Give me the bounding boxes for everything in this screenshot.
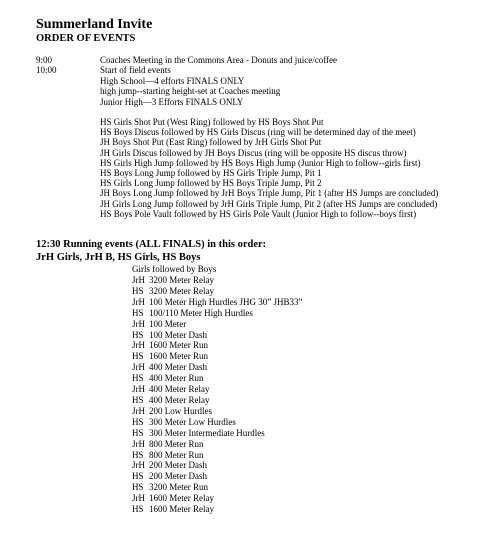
running-event-item <box>132 417 302 428</box>
field-event-item: HS Boys Long Jump followed by HS Girls Triple Jump, Pit 1 <box>100 168 322 179</box>
running-event-item <box>132 439 302 450</box>
running-event-item <box>132 406 302 417</box>
field-event-item: HS Girls Long Jump followed by HS Boys Triple Jump, Pit 2 <box>100 178 322 189</box>
race-event: 1600 Meter Relay <box>149 504 214 515</box>
running-event-item <box>132 460 302 471</box>
race-level: HS <box>132 373 144 384</box>
running-heading: 12:30 Running events (ALL FINALS) in this order: <box>36 239 267 250</box>
race-event: 400 Meter Run <box>149 373 204 384</box>
field-event-item: HS Girls Shot Put (West Ring) followed by HS Boys Shot Put <box>100 117 324 127</box>
field-event-item: HS Boys Pole Vault followed by HS Girls Pole Vault (Junior High to follow--boys first) <box>100 208 417 219</box>
running-event-item <box>132 340 302 351</box>
race-event: 300 Meter Intermediate Hurdles <box>149 427 265 438</box>
running-event-item <box>132 471 302 482</box>
field-event-item: JH Boys Long Jump followed by JrH Boys Triple Jump, Pit 1 (after HS Jumps are concluded) <box>100 188 439 199</box>
schedule-line: High School—4 efforts FINALS ONLY <box>100 75 245 86</box>
race-event: 3200 Meter Run <box>149 482 208 493</box>
running-event-item <box>132 428 302 439</box>
race-level: HS <box>132 285 144 296</box>
running-event-item <box>132 275 302 286</box>
race-event: 400 Meter Relay <box>149 394 210 405</box>
field-event-item: JH Boys Shot Put (East Ring) followed by JrH Girls Shot Put <box>100 137 322 148</box>
race-event: 3200 Meter Relay <box>149 285 214 296</box>
race-event: 100 Meter <box>149 318 187 329</box>
schedule-line: Coaches Meeting in the Commons Area - Donuts and juice/coffee <box>100 55 338 65</box>
running-event-item <box>132 286 302 297</box>
running-events-list <box>132 275 302 515</box>
running-event-item <box>132 330 302 341</box>
race-event: 200 Low Hurdles <box>149 405 212 416</box>
running-events-header <box>36 239 266 264</box>
race-level: JrH <box>132 340 145 351</box>
race-event: 1600 Meter Run <box>149 351 208 362</box>
race-event: 800 Meter Run <box>149 438 204 449</box>
race-event: 100 Meter Dash <box>149 329 207 340</box>
race-level: HS <box>132 307 144 318</box>
running-groups: JrH Girls, JrH B, HS Girls, HS Boys <box>36 251 201 263</box>
running-intro: Girls followed by Boys <box>132 264 217 274</box>
race-event: 300 Meter Low Hurdles <box>149 416 236 427</box>
field-event-item: JH Girls Discus followed by JH Boys Discus (ring will be opposite HS discus throw) <box>100 147 407 158</box>
race-event: 400 Meter Dash <box>149 362 207 373</box>
race-level: HS <box>132 329 144 340</box>
race-event: 400 Meter Relay <box>149 384 210 395</box>
field-event-item: JH Girls Long Jump followed by JrH Girls Triple Jump, Pit 2 (after HS Jumps are concluded) <box>100 198 438 209</box>
race-event: 3200 Meter Relay <box>149 275 214 285</box>
schedule-section <box>36 55 337 107</box>
race-level: JrH <box>132 362 145 373</box>
field-event-item: HS Boys Discus followed by HS Girls Discus (ring will be determined day of the meet) <box>100 127 416 138</box>
running-event-item <box>132 504 302 515</box>
schedule-lines <box>100 65 280 107</box>
race-event: 1600 Meter Relay <box>149 493 214 504</box>
running-event-item <box>132 297 302 308</box>
document-title: Summerland Invite <box>36 17 153 32</box>
race-level: HS <box>132 449 144 460</box>
schedule-time: 10:00 <box>36 65 57 76</box>
race-level: HS <box>132 427 144 438</box>
field-events-list <box>100 117 438 219</box>
running-event-item <box>132 362 302 373</box>
race-level: HS <box>132 504 144 515</box>
schedule-line: high jump--starting height-set at Coaches meeting <box>100 86 281 97</box>
race-event: 200 Meter Dash <box>149 460 207 471</box>
race-event: 100/110 Meter High Hurdles <box>149 307 253 318</box>
field-event-item: HS Girls High Jump followed by HS Boys High Jump (Junior High to follow--girls first) <box>100 157 421 168</box>
document-subtitle: ORDER OF EVENTS <box>36 33 136 44</box>
race-level: JrH <box>132 405 145 416</box>
race-level: JrH <box>132 296 145 307</box>
race-event: 1600 Meter Run <box>149 340 208 351</box>
race-event: 100 Meter High Hurdles JHG 30” JHB33” <box>149 296 303 307</box>
schedule-line: Start of field events <box>100 65 171 76</box>
race-level: HS <box>132 416 144 427</box>
running-event-item <box>132 493 302 504</box>
race-level: HS <box>132 482 144 493</box>
race-event: 200 Meter Dash <box>149 471 207 482</box>
race-level: HS <box>132 394 144 405</box>
running-event-item <box>132 450 302 461</box>
race-level: JrH <box>132 438 145 449</box>
race-level: JrH <box>132 275 145 285</box>
running-event-item <box>132 384 302 395</box>
race-event: 800 Meter Run <box>149 449 204 460</box>
schedule-lines <box>100 55 337 65</box>
running-event-item <box>132 482 302 493</box>
running-event-item <box>132 319 302 330</box>
running-event-item <box>132 395 302 406</box>
schedule-row <box>36 55 337 65</box>
race-level: JrH <box>132 384 145 395</box>
schedule-line: Junior High—3 Efforts FINALS ONLY <box>100 96 244 107</box>
race-level: HS <box>132 351 144 362</box>
race-level: HS <box>132 471 144 482</box>
race-level: JrH <box>132 318 145 329</box>
schedule-row <box>36 65 337 107</box>
running-event-item <box>132 373 302 384</box>
race-level: JrH <box>132 493 145 504</box>
running-event-item <box>132 351 302 362</box>
schedule-time: 9:00 <box>36 55 53 65</box>
running-event-item <box>132 308 302 319</box>
race-level: JrH <box>132 460 145 471</box>
